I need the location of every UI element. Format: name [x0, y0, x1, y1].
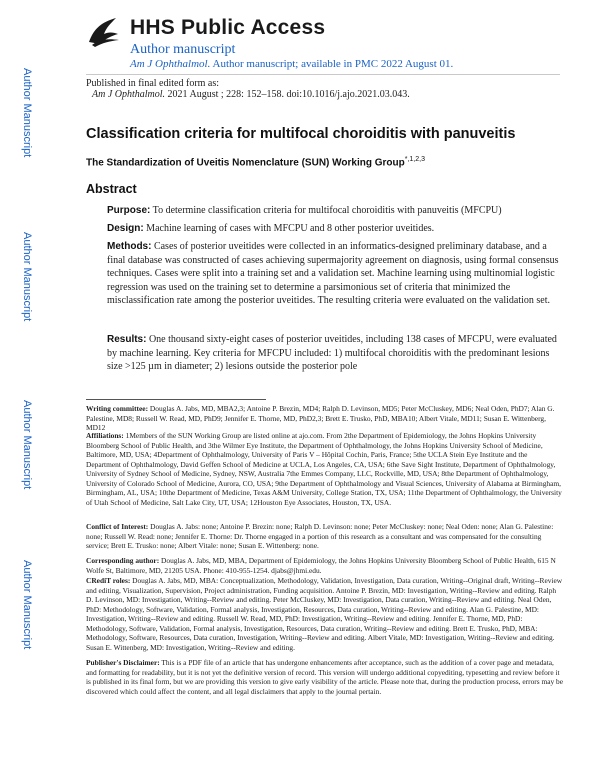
published-details: 2021 August ; 228: 152–158. doi:10.1016/j.ajo.2021.03.043.: [165, 89, 410, 100]
affiliations-text: 1Members of the SUN Working Group are listed online at ajo.com. From 2the Department of Epidemiology, the Johns Hopkins University Bloomberg School of Public Health, and 3the Wilmer Eye Institute, the Department of Ophthalmology, the Johns Hopkins University School of Medicine, Baltimore, MD, USA; 4Department of Ophthalmology, University of Paris V – Hôpital Cochin, Paris, France; 5the UCLA Stein Eye Institute and the Department of Ophthalmology, David Geffen School of Medicine at UCLA, Los Angeles, CA, USA; 6the Save Sight Institute, Department of Ophthalmology, University of Sydney School of Medicine, Sydney, NSW, Australia 7the Emmes Company, LLC, Rockville, MD, USA; 8the Department of Ophthalmology, University of Colorado School of Medicine, Aurora, CO, USA; 9the Department of Ophthalmology and Visual Sciences, University of Alabama at Birmingham, Birmingham, AL, USA; 10the Department of Medicine, Texas A&M University, College Station, TX, USA; 11the Department of Ophthalmology, the University of Utah School of Medicine, Salt Lake City, UT, USA; 12Houston Eye Associates, Houston, TX, USA.: [86, 431, 562, 507]
purpose-label: Purpose:: [107, 205, 151, 216]
side-label-author-manuscript: Author Manuscript: [21, 68, 33, 158]
design-text: Machine learning of cases with MFCPU and 8 other posterior uveitides.: [143, 223, 435, 234]
writing-committee-label: Writing committee:: [86, 404, 149, 413]
footnote-credit-roles: [86, 576, 564, 652]
results-text: One thousand sixty-eight cases of posterior uveitides, including 138 cases of MFCPU, were evaluated by machine learning. Key criteria for MFCPU included: 1) multifocal choroiditis with the predominant lesions size >125 µm in diameter; 2) lesions outside the posterior pole: [107, 334, 557, 372]
journal-abbrev: Am J Ophthalmol.: [130, 58, 211, 70]
footnote-writing-committee: [86, 404, 564, 433]
journal-availability: Author manuscript; available in PMC 2022 August 01.: [210, 58, 454, 70]
published-citation: [92, 89, 410, 100]
hhs-public-access-title: HHS Public Access: [130, 16, 326, 39]
footnote-publisher-disclaimer: [86, 658, 564, 696]
footnote-conflict-of-interest: [86, 522, 564, 551]
results-label: Results:: [107, 334, 147, 345]
methods-text: Cases of posterior uveitides were collected in an informatics-designed preliminary database, and a final database was constructed of cases achieving supermajority agreement on diagnosis, using formal consensus techniques. Cases were split into a training set and a validation set. Machine learning using multinomial logistic regression was used on the training set to determine a parsimonious set of criteria that minimized the misclassification rate among the posterior uveitides. The resulting criteria were evaluated on the validation set.: [107, 241, 559, 306]
conflict-of-interest-text: Douglas A. Jabs: none; Antoine P. Brezin: none; Ralph D. Levinson: none; Peter McCluskey: none; Neal Oden: none; Alan G. Palestine: none; Russell W. Read: none; Jennifer E. Thorne: Dr. Thorne engaged in a portion of this research as a consultant and was compensated for the consulting service; Brett E. Trusko: none; Albert Vitale: none; Susan E. Wittenberg: none.: [86, 522, 554, 550]
corresponding-author-text: Douglas A. Jabs, MD, MBA, Department of Epidemiology, the Johns Hopkins University Bloomberg School of Public Health, 615 N Wolfe St, Baltimore, MD, 21205 USA. Phone: 410-955-1254. djabs@jhmi.edu.: [86, 556, 556, 575]
abstract-design: [107, 222, 562, 236]
publisher-disclaimer-label: Publisher's Disclaimer:: [86, 658, 160, 667]
abstract-purpose: [107, 204, 562, 218]
published-label: Published in final edited form as:: [86, 78, 220, 89]
author-group: The Standardization of Uveitis Nomenclature (SUN) Working Group: [86, 157, 405, 169]
abstract-results: [107, 333, 562, 374]
design-label: Design:: [107, 223, 144, 234]
hhs-eagle-logo: [86, 14, 122, 48]
journal-availability-line: [130, 58, 453, 70]
side-label-author-manuscript: Author Manuscript: [21, 400, 33, 490]
side-label-author-manuscript: Author Manuscript: [21, 232, 33, 322]
article-title: Classification criteria for multifocal choroiditis with panuveitis: [86, 126, 516, 142]
conflict-of-interest-label: Conflict of Interest:: [86, 522, 149, 531]
publisher-disclaimer-text: This is a PDF file of an article that has undergone enhancements after acceptance, such as the addition of a cover page and metadata, and formatting for readability, but it is not yet the definitive version of record. This version will undergo additional copyediting, typesetting and review before it is published in its final form, but we are providing this version to give early visibility of the article. Please note that, during the production process, errors may be discovered which could affect the content, and all legal disclaimers that apply to the journal pertain.: [86, 658, 563, 696]
methods-label: Methods:: [107, 241, 152, 252]
writing-committee-text: Douglas A. Jabs, MD, MBA2,3; Antoine P. Brezin, MD4; Ralph D. Levinson, MD5; Peter McCluskey, MD6; Neal Oden, PhD7; Alan G. Palestine, MD8; Russell W. Read, MD, PhD9; Jennifer E. Thorne, MD, PhD2,3; Brett E. Trusko, PhD, MBA10; Albert Vitale, MD11; Susan E. Wittenberg, MD12: [86, 404, 555, 432]
author-manuscript-label: Author manuscript: [130, 42, 236, 57]
article-authors: [86, 156, 425, 168]
footnote-corresponding-author: [86, 556, 564, 575]
header-divider: [86, 74, 560, 75]
purpose-text: To determine classification criteria for multifocal choroiditis with panuveitis (MFCPU): [150, 205, 502, 216]
abstract-methods: [107, 240, 562, 308]
credit-roles-label: CRediT roles:: [86, 576, 131, 585]
abstract-heading: Abstract: [86, 182, 137, 196]
side-label-author-manuscript: Author Manuscript: [21, 560, 33, 650]
author-affiliation-marks: *,1,2,3: [404, 156, 425, 163]
footnote-divider: [86, 399, 266, 400]
footnote-affiliations: [86, 431, 564, 507]
corresponding-author-label: Corresponding author:: [86, 556, 160, 565]
affiliations-label: Affiliations:: [86, 431, 124, 440]
credit-roles-text: Douglas A. Jabs, MD, MBA: Conceptualization, Methodology, Validation, Investigation, Data curation, Writing--Original draft, Writing--Review and editing, Visualization, Supervision, Project administration, Funding acquisition. Antoine P. Brezin, MD: Investigation, Writing--Review and editing. Ralph D. Levinson, MD: Investigation, Writing--Review and editing. Peter McCluskey, MD: Investigation, Data curation, Writing--Review and editing. Neal Oden, PhD: Methodology, Software, Validation, Formal analysis, Investigation, Resources, Data curation, Writing--Review and editing. Alan G. Palestine, MD: Investigation, Writing--Review and editing. Russell W. Read, MD, PhD: Investigation, Writing--Review and editing. Jennifer E. Thorne, MD, PhD: Methodology, Software, Validation, Formal analysis, Investigation, Resources, Data curation, Writing--Review and editing. Brett E. Trusko, PhD, MBA: Methodology, Software, Resources, Data curation, Investigation, Writing--Review and editing. Albert Vitale, MD: Investigation, Writing--Review and editing. Susan E. Wittenberg, MD: Investigation, Writing--Review and editing.: [86, 576, 563, 652]
published-journal: Am J Ophthalmol.: [92, 89, 166, 100]
